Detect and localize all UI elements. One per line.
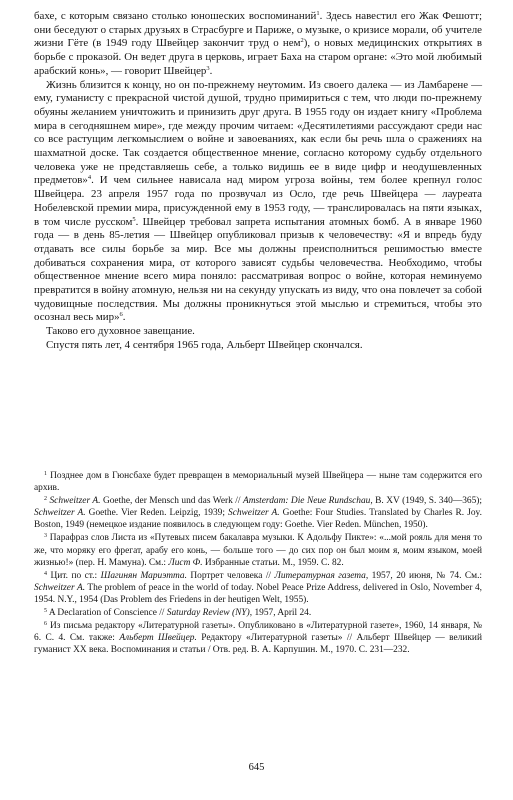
text-run: , 1957, April 24. xyxy=(249,608,312,619)
italic-text: Schweitzer A. xyxy=(228,508,280,519)
italic-text: Шагинян Мариэтта. xyxy=(100,570,187,581)
text-run: Жизнь близится к концу, но он по-прежнему неутомим. Из своего далека — из Ламбарене — ему, гуманисту с прекрасной чистой душой, трудно примириться с тем, что люди по-прежнему обуяны желанием уничтожить и принизить друг друга. В 1955 году он издает книгу «Проблема мира в сегодняшнем мире», где между прочим читаем: «Десятилетиями рассуждают среди нас со все растущим легкомыслием о войне и завоеваниях, как если бы речь шла о сражениях на шахматной доске. Так создается общественное мнение, согласно которому судьбу отдельного человека уже не представляешь себе, а только видишь ее в виде цифр и неодушевленных предметов» xyxy=(34,78,482,187)
footnote xyxy=(34,570,482,606)
italic-text: Amsterdam: Die Neue Rundschau xyxy=(242,496,371,507)
paragraph xyxy=(34,325,482,339)
text-run: Из письма редактору «Литературной газеты». Опубликовано в «Литературной газете», 1960, 14 января, № 6. С. 4. См. также: xyxy=(34,621,483,644)
footnote-marker: 1 xyxy=(44,471,47,477)
footnote-marker: 5 xyxy=(44,608,47,615)
footnotes xyxy=(34,470,482,657)
italic-text: Альберт Швейцер. xyxy=(119,633,197,644)
text-run: . xyxy=(209,64,213,77)
text-run: Избранные статьи. М., 1959. С. 82. xyxy=(202,557,344,568)
footnote-ref: 4 xyxy=(87,174,92,182)
italic-text: Литературная газета xyxy=(274,570,366,581)
text-run: Goethe: Four Studies. Translated by Charles R. Joy. Boston, 1949 (немецкое издание появилось в следующем году: Goethe. Vier Reden. München, 1950). xyxy=(34,508,482,531)
footnote-marker: 2 xyxy=(44,496,47,503)
footnote-marker: 3 xyxy=(44,533,47,540)
text-run: Редактору «Литературной газеты» // Альберт Швейцер — великий гуманист XX века. Воспоминания и статьи / Отв. ред. В. А. Карпушин. М., 1970. С. 231—232. xyxy=(34,633,482,656)
text-run: . Здесь навестил его Жак Фешотт; они беседуют о старых друзьях в Страсбурге и Париже, о музыке, о кризисе морали, об учителе жизни Гёте (в 1949 году Швейцер закончит труд о нем xyxy=(34,10,482,50)
footnote-ref: 6 xyxy=(119,311,123,319)
footnote-marker: 4 xyxy=(44,570,47,577)
text-run: ), о новых медицинских открытиях в борьбе с проказой. Он ведет друга в церковь, играет Баха на старом органе: «Это мой любимый арабский конь», — говорит Швейцер xyxy=(34,37,482,77)
text-run: Портрет человека // xyxy=(186,570,275,581)
text-run: Парафраз слов Листа из «Путевых писем бакалавра музыки. К Адольфу Пикте»: «...мой рояль для меня то же, что моряку его фрегат, арабу его конь, — больше того — до сих пор он был моим я, моим языком, моей жизнью!» (пер. Н. Мамуна). См.: xyxy=(34,533,483,568)
footnote-ref: 3 xyxy=(206,64,210,72)
page-number: 645 xyxy=(248,762,265,773)
text-run: . Швейцер требовал запрета испытания атомных бомб. А в январе 1960 года — в день 85-летия — Швейцер опубликовал призыв к человечеству: «Я и впредь буду отдавать все силы борьбе за мир. Все мы должны преисполниться решимостью вместе добиваться сохранения мира, от которого зависят судьбы человечества. Необходимо, чтобы общественное мнение всего мира поняло: рассматривая вопрос о войне, которая неминуемо превратится в войну атомную, нельзя ни на секунду упускать из виду, что она повлечет за собой чудовищные последствия. Мы должны проникнуться этой мыслью и стремиться, чтобы это осознал весь мир» xyxy=(34,215,482,324)
italic-text: Лист Ф. xyxy=(168,557,203,568)
text-run: Позднее дом в Гюнсбахе будет превращен в мемориальный музей Швейцера — ныне там содержится его архив. xyxy=(34,471,483,494)
text-run: Спустя пять лет, 4 сентября 1965 года, Альберт Швейцер скончался. xyxy=(46,338,363,351)
footnote-ref: 5 xyxy=(132,215,136,223)
footnote xyxy=(34,470,482,494)
text-run: , 1957, 20 июня, № 74. См.: xyxy=(365,570,483,581)
text-run: . И чем сильнее нависала над миром угроза войны, тем более крепнул голос Швейцера. 23 апреля 1957 года по прозвучал из Осло, где речь Швейцера — лауреата Нобелевской премии мира, присужденной ему в 1953 году, — транслировалась на пяти языках, в том числе русском xyxy=(34,174,482,228)
footnote-ref: 1 xyxy=(316,10,320,17)
footnote xyxy=(34,620,482,656)
main-text xyxy=(34,10,482,353)
italic-text: Schweitzer A. xyxy=(34,582,86,593)
paragraph xyxy=(34,339,482,353)
paragraph xyxy=(34,79,482,326)
footnote-ref: 2 xyxy=(300,37,304,45)
italic-text: Schweitzer A. xyxy=(34,508,86,519)
text-run: A Declaration of Conscience // xyxy=(48,608,167,619)
footnote xyxy=(34,607,482,619)
italic-text: Saturday Review (NY) xyxy=(166,608,250,619)
text-run: Таково его духовное завещание. xyxy=(46,325,195,338)
text-run: бахе, с которым связано столько юношеских воспоминаний xyxy=(34,10,317,22)
footnote xyxy=(34,532,482,568)
text-run: The problem of peace in the world of today. Nobel Peace Prize Address, delivered in Oslo, November 4, 1954. N.Y., 1954 (Das Problem des Friedens in der heutigen Welt, 1955). xyxy=(34,582,482,605)
paragraph xyxy=(34,10,482,79)
footnote xyxy=(34,495,482,531)
text-run: Цит. по ст.: xyxy=(50,570,101,581)
text-run: Goethe. Vier Reden. Leipzig, 1939; xyxy=(85,508,229,519)
italic-text: Schweitzer A. xyxy=(49,496,101,507)
text-run: . xyxy=(122,311,126,324)
text-run: , B. XV (1949, S. 340—365); xyxy=(370,496,483,507)
text-run: Goethe, der Mensch und das Werk // xyxy=(100,496,243,507)
footnote-marker: 6 xyxy=(44,621,47,628)
